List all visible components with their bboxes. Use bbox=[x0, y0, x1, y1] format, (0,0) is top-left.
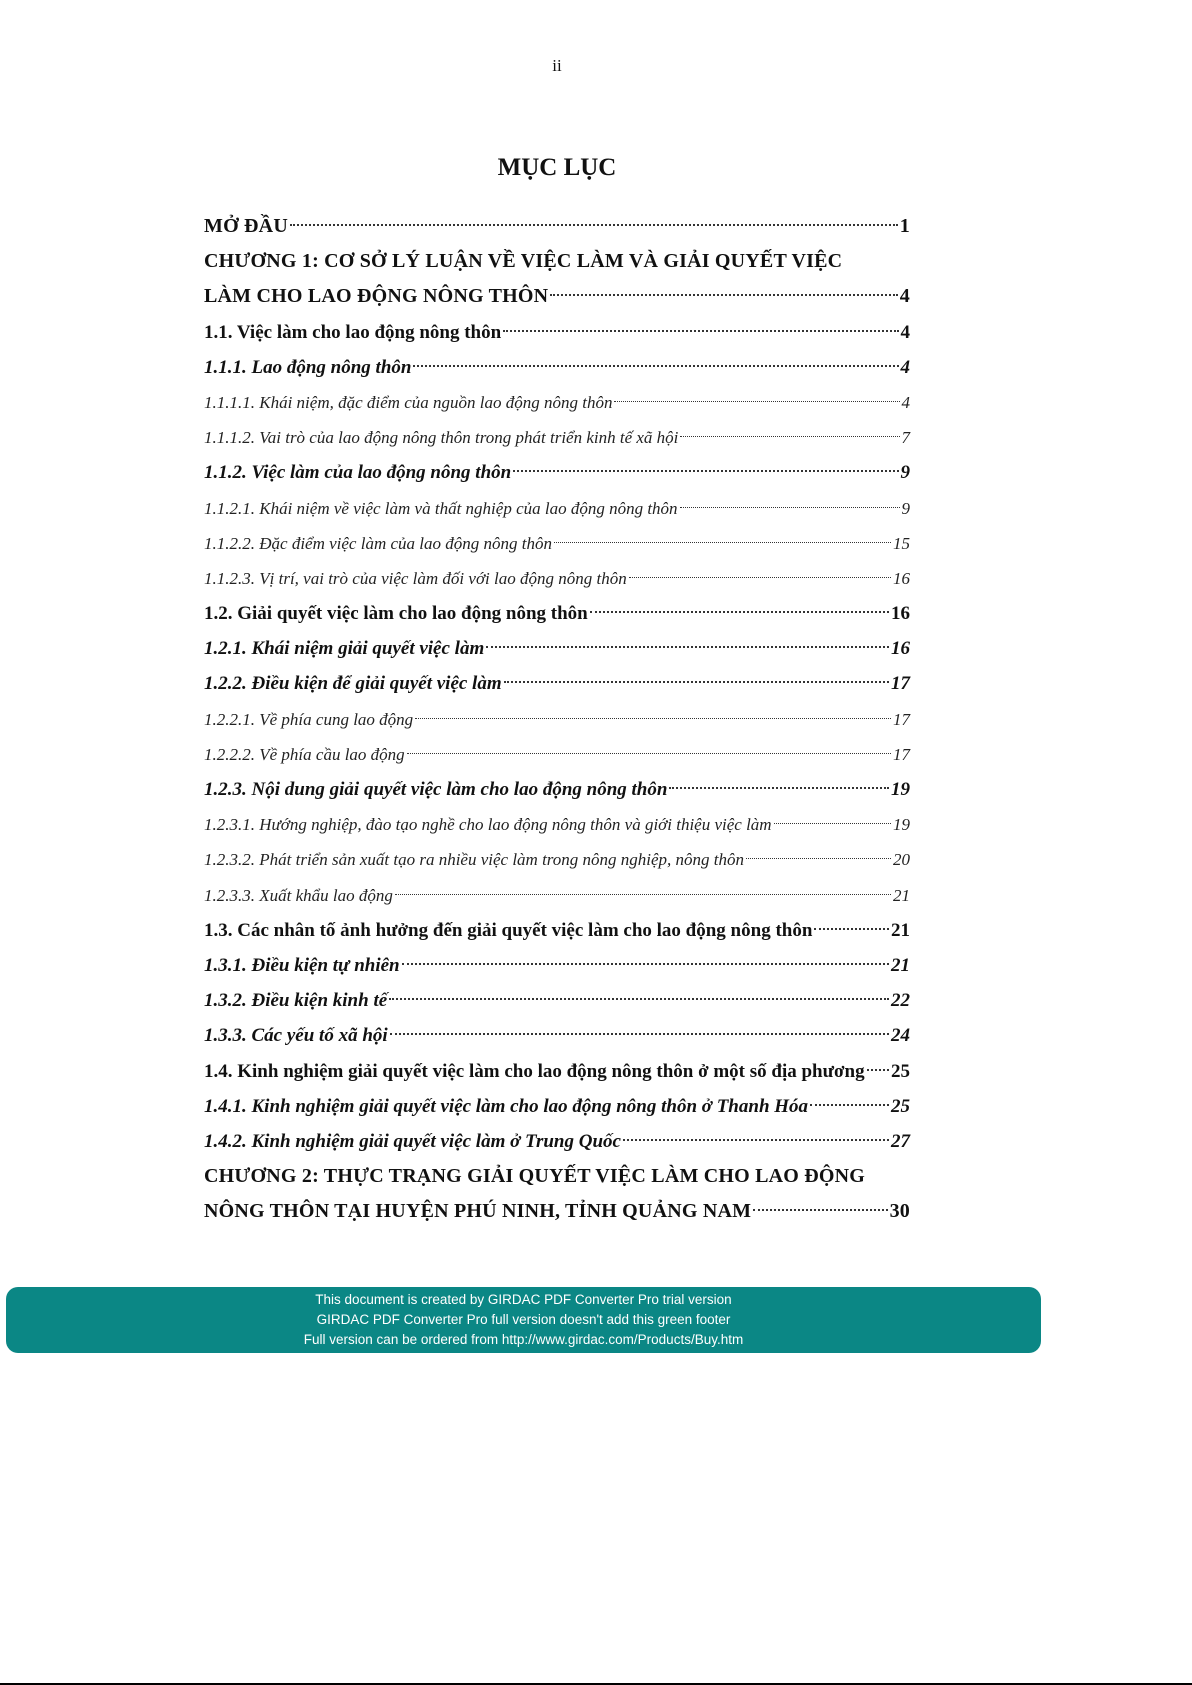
toc-entry-page: 30 bbox=[889, 1200, 910, 1223]
toc-entry-label: 1.3.2. Điều kiện kinh tế bbox=[204, 990, 388, 1012]
dot-leader bbox=[680, 436, 899, 437]
toc-entry-label: MỞ ĐẦU bbox=[204, 215, 288, 237]
footer-line-2: GIRDAC PDF Converter Pro full version doesn't add this green footer bbox=[316, 1312, 731, 1327]
dot-leader bbox=[814, 928, 889, 930]
dot-leader bbox=[554, 542, 891, 543]
toc-entry-label: 1.2. Giải quyết việc làm cho lao động nông thôn bbox=[204, 603, 588, 625]
toc-entry-label: 1.1.2. Việc làm của lao động nông thôn bbox=[204, 462, 512, 484]
toc-entry[interactable] bbox=[204, 561, 910, 596]
toc-entry[interactable] bbox=[204, 702, 910, 737]
toc-entry-label: 1.4.2. Kinh nghiệm giải quyết việc làm ở Trung Quốc bbox=[204, 1130, 621, 1152]
toc-entry[interactable] bbox=[204, 385, 910, 420]
toc-entry[interactable] bbox=[204, 1194, 910, 1229]
dot-leader bbox=[550, 294, 898, 296]
toc-entry-label: 1.2.2.1. Về phía cung lao động bbox=[204, 709, 414, 729]
toc-entry-page: 17 bbox=[893, 744, 910, 764]
dot-leader bbox=[753, 1209, 887, 1211]
toc-entry-page: 16 bbox=[891, 603, 910, 625]
toc-entry-label: 1.1. Việc làm cho lao động nông thôn bbox=[204, 321, 502, 343]
toc-entry-page: 7 bbox=[901, 428, 910, 448]
dot-leader bbox=[614, 401, 899, 402]
toc-entry-page: 21 bbox=[891, 919, 910, 941]
toc-entry-label: 1.1.2.2. Đặc điểm việc làm của lao động nông thôn bbox=[204, 533, 552, 553]
toc-entry-page: 19 bbox=[891, 779, 910, 800]
dot-leader bbox=[389, 998, 889, 1000]
toc-entry[interactable] bbox=[204, 455, 910, 490]
toc-entry-page: 21 bbox=[891, 954, 910, 976]
toc-entry-label: 1.3.3. Các yếu tố xã hội bbox=[204, 1025, 388, 1047]
dot-leader bbox=[680, 507, 900, 508]
toc-entry-label: CHƯƠNG 1: CƠ SỞ LÝ LUẬN VỀ VIỆC LÀM VÀ GIẢI QUYẾT VIỆC bbox=[204, 250, 843, 273]
dot-leader bbox=[504, 681, 889, 683]
dot-leader bbox=[503, 330, 898, 332]
dot-leader bbox=[402, 963, 889, 965]
toc-entry-page: 22 bbox=[891, 990, 910, 1012]
page-number: ii bbox=[552, 56, 562, 75]
dot-leader bbox=[746, 858, 891, 859]
dot-leader bbox=[413, 365, 898, 367]
toc-entry-label: 1.2.3.2. Phát triển sản xuất tạo ra nhiều việc làm trong nông nghiệp, nông thôn bbox=[204, 850, 745, 870]
dot-leader bbox=[290, 224, 898, 226]
toc-entry-label: 1.2.3. Nội dung giải quyết việc làm cho lao động nông thôn bbox=[204, 779, 668, 800]
dot-leader bbox=[486, 646, 889, 648]
toc-entry-page: 15 bbox=[893, 533, 910, 553]
toc-entry-page: 24 bbox=[891, 1025, 910, 1047]
toc-entry[interactable] bbox=[204, 350, 910, 385]
toc-entry-page: 25 bbox=[891, 1060, 910, 1082]
toc-entry[interactable] bbox=[204, 807, 910, 842]
dot-leader bbox=[513, 470, 898, 472]
toc-entry-page: 4 bbox=[899, 285, 910, 308]
toc-entry-page: 4 bbox=[901, 392, 910, 412]
toc-entry[interactable] bbox=[204, 209, 910, 244]
toc-entry[interactable] bbox=[204, 842, 910, 877]
toc-entry[interactable] bbox=[204, 526, 910, 561]
toc-entry-page: 4 bbox=[900, 321, 910, 343]
toc-entry-label: 1.2.1. Khái niệm giải quyết việc làm bbox=[204, 638, 485, 660]
toc-entry-label: LÀM CHO LAO ĐỘNG NÔNG THÔN bbox=[204, 285, 549, 308]
toc-entry[interactable] bbox=[204, 491, 910, 526]
toc-entry[interactable] bbox=[204, 1089, 910, 1124]
toc-entry[interactable] bbox=[204, 772, 910, 807]
dot-leader bbox=[390, 1033, 889, 1035]
dot-leader bbox=[407, 753, 891, 754]
toc-entry-label: 1.1.1.2. Vai trò của lao động nông thôn trong phát triển kinh tế xã hội bbox=[204, 428, 679, 448]
dot-leader bbox=[415, 718, 891, 719]
dot-leader bbox=[623, 1139, 889, 1141]
toc-entry[interactable] bbox=[204, 913, 910, 948]
toc-entry-page: 16 bbox=[893, 568, 910, 588]
dot-leader bbox=[590, 611, 889, 613]
toc-entry-page: 20 bbox=[893, 850, 910, 870]
toc-entry-page: 9 bbox=[901, 498, 910, 518]
toc-entry-label: 1.3.1. Điều kiện tự nhiên bbox=[204, 954, 400, 976]
toc-entry[interactable] bbox=[204, 420, 910, 455]
toc-entry-label: 1.2.3.3. Xuất khẩu lao động bbox=[204, 885, 393, 905]
toc-entry-label: 1.1.2.3. Vị trí, vai trò của việc làm đối với lao động nông thôn bbox=[204, 568, 627, 588]
toc-entry-page: 4 bbox=[900, 356, 910, 378]
dot-leader bbox=[810, 1104, 889, 1106]
toc-entry[interactable] bbox=[204, 244, 910, 279]
toc-entry[interactable] bbox=[204, 737, 910, 772]
toc-entry[interactable] bbox=[204, 1124, 910, 1159]
toc-entry[interactable] bbox=[204, 1018, 910, 1053]
toc-entry-label: 1.1.2.1. Khái niệm về việc làm và thất nghiệp của lao động nông thôn bbox=[204, 498, 678, 518]
toc-entry-label: 1.2.2. Điều kiện để giải quyết việc làm bbox=[204, 673, 502, 695]
trial-watermark-footer bbox=[6, 1287, 1041, 1353]
toc-entry[interactable] bbox=[204, 631, 910, 666]
toc-entry-page: 16 bbox=[891, 638, 910, 660]
footer-line-1: This document is created by GIRDAC PDF Converter Pro trial version bbox=[315, 1292, 732, 1307]
toc-entry-page: 1 bbox=[899, 215, 910, 237]
toc-entry-label: 1.4. Kinh nghiệm giải quyết việc làm cho lao động nông thôn ở một số địa phương bbox=[204, 1060, 865, 1082]
toc-entry-label: 1.1.1. Lao động nông thôn bbox=[204, 356, 412, 378]
toc-title: MỤC LỤC bbox=[497, 154, 617, 181]
toc-entry[interactable] bbox=[204, 279, 910, 314]
dot-leader bbox=[867, 1069, 889, 1071]
toc-entry-page: 17 bbox=[891, 673, 910, 695]
toc-entry-label: 1.3. Các nhân tố ảnh hưởng đến giải quyết việc làm cho lao động nông thôn bbox=[204, 919, 813, 941]
footer-line-3: Full version can be ordered from http://www.girdac.com/Products/Buy.htm bbox=[303, 1332, 744, 1347]
toc-entry-label: NÔNG THÔN TẠI HUYỆN PHÚ NINH, TỈNH QUẢNG NAM bbox=[204, 1200, 752, 1223]
dot-leader bbox=[774, 823, 891, 824]
dot-leader bbox=[395, 894, 891, 895]
toc-entry-page: 17 bbox=[893, 709, 910, 729]
toc-entry[interactable] bbox=[204, 878, 910, 913]
toc-entry-label: 1.2.2.2. Về phía cầu lao động bbox=[204, 744, 405, 764]
toc-entry-label: 1.2.3.1. Hướng nghiệp, đào tạo nghề cho lao động nông thôn và giới thiệu việc làm bbox=[204, 815, 772, 835]
toc-entry-label: CHƯƠNG 2: THỰC TRẠNG GIẢI QUYẾT VIỆC LÀM CHO LAO ĐỘNG bbox=[204, 1165, 866, 1188]
toc-entry-page: 19 bbox=[893, 815, 910, 835]
table-of-contents bbox=[204, 209, 910, 1229]
toc-entry[interactable] bbox=[204, 1159, 910, 1194]
toc-entry-page: 27 bbox=[891, 1130, 910, 1152]
toc-entry-page: 25 bbox=[891, 1095, 910, 1117]
toc-entry-label: 1.1.1.1. Khái niệm, đặc điểm của nguồn lao động nông thôn bbox=[204, 392, 613, 412]
toc-entry[interactable] bbox=[204, 1054, 910, 1089]
toc-entry[interactable] bbox=[204, 315, 910, 350]
toc-entry-page: 21 bbox=[893, 885, 910, 905]
toc-entry[interactable] bbox=[204, 948, 910, 983]
toc-entry[interactable] bbox=[204, 983, 910, 1018]
toc-entry-label: 1.4.1. Kinh nghiệm giải quyết việc làm cho lao động nông thôn ở Thanh Hóa bbox=[204, 1095, 809, 1117]
dot-leader bbox=[629, 577, 891, 578]
toc-entry[interactable] bbox=[204, 596, 910, 631]
toc-entry-page: 9 bbox=[900, 462, 910, 484]
dot-leader bbox=[669, 787, 889, 789]
toc-entry[interactable] bbox=[204, 666, 910, 701]
